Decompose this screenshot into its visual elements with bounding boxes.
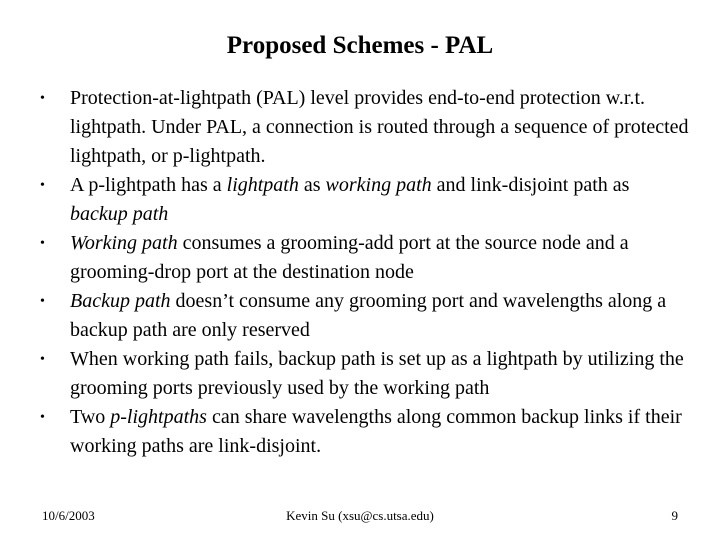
- bullet-item: [40, 229, 690, 287]
- bullet-text-italic: backup path: [70, 203, 169, 225]
- footer-date: 10/6/2003: [42, 508, 95, 523]
- bullet-text: Protection-at-lightpath (PAL) level provides end-to-end protection w.r.t. lightpath. Under PAL, a connection is routed through a sequence of protected lightpath, or p-lightpath.: [70, 87, 689, 167]
- bullet-text: When working path fails, backup path is set up as a lightpath by utilizing the grooming ports previously used by the working path: [70, 348, 684, 399]
- bullet-text: doesn’t consume any grooming port and wavelengths along a backup path are only reserved: [70, 290, 667, 341]
- bullet-text-italic: working path: [325, 174, 432, 196]
- bullet-item: [40, 403, 690, 461]
- bullet-text: Two: [70, 406, 111, 428]
- bullet-text: A p-lightpath has a: [70, 174, 227, 196]
- bullet-mark: •: [40, 236, 45, 251]
- bullet-list: [40, 84, 690, 461]
- bullet-text-italic: lightpath: [226, 174, 299, 196]
- bullet-text: can share wavelengths along common backup links if their working paths are link-disjoint.: [70, 406, 682, 457]
- bullet-text: consumes a grooming-add port at the source node and a grooming-drop port at the destination node: [70, 232, 629, 283]
- bullet-text-italic: Backup path: [70, 290, 171, 312]
- bullet-mark: •: [40, 294, 45, 309]
- bullet-text: and link-disjoint path as: [431, 174, 630, 196]
- bullet-text-italic: Working path: [70, 232, 178, 254]
- bullet-text: as: [298, 174, 326, 196]
- bullet-item: [40, 345, 690, 403]
- bullet-mark: •: [40, 178, 45, 193]
- bullet-mark: •: [40, 91, 45, 106]
- bullet-item: [40, 171, 690, 229]
- bullet-mark: •: [40, 410, 45, 425]
- footer-author: Kevin Su (xsu@cs.utsa.edu): [286, 508, 434, 523]
- bullet-item: [40, 287, 690, 345]
- page-number: 9: [671, 508, 678, 523]
- slide-title: Proposed Schemes - PAL: [226, 32, 494, 59]
- bullet-text-italic: p-lightpaths: [110, 406, 207, 428]
- bullet-mark: •: [40, 352, 45, 367]
- bullet-item: [40, 84, 690, 171]
